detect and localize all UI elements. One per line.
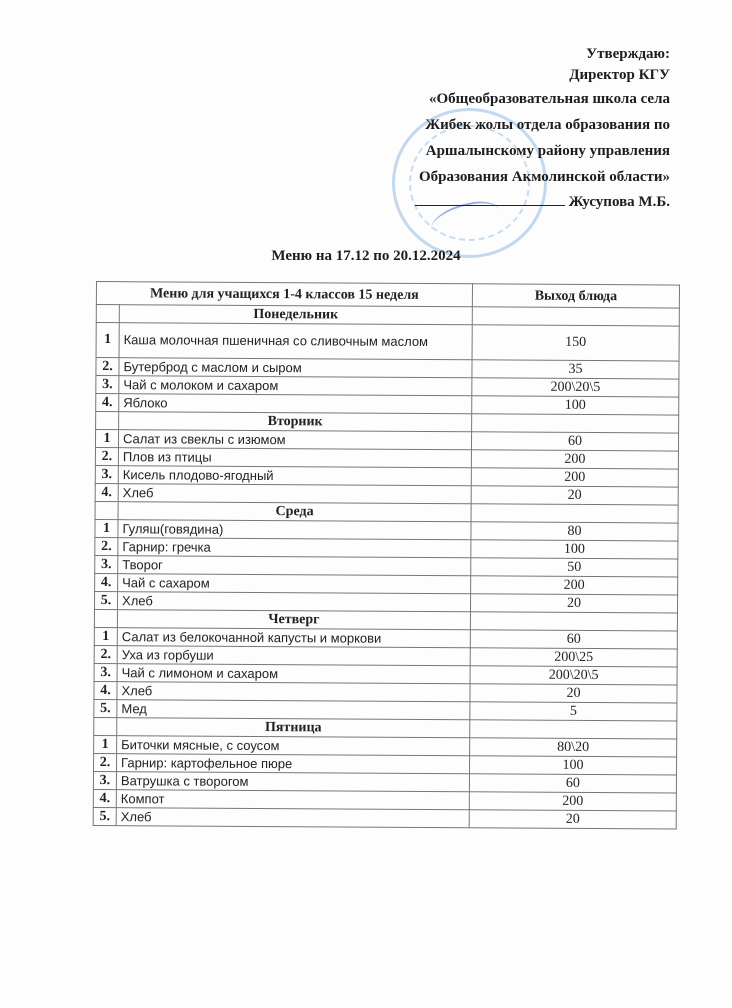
dish-yield: 100 bbox=[471, 540, 678, 559]
dish-name: Творог bbox=[118, 556, 471, 576]
item-number: 4. bbox=[96, 394, 119, 412]
day-name: Четверг bbox=[117, 610, 470, 630]
dish-name: Кисель плодово-ягодный bbox=[118, 466, 471, 486]
dish-name: Бутерброд с маслом и сыром bbox=[119, 358, 472, 378]
item-number: 2. bbox=[95, 447, 118, 465]
day-num-cell bbox=[96, 412, 119, 430]
menu-column-header: Меню для учащихся 1-4 классов 15 неделя bbox=[96, 282, 472, 307]
dish-name: Хлеб bbox=[116, 808, 469, 828]
signatory-name: Жусупова М.Б. bbox=[568, 194, 670, 210]
dish-yield: 20 bbox=[470, 594, 677, 613]
dish-yield: 200\25 bbox=[470, 648, 677, 667]
item-number: 3. bbox=[96, 376, 119, 394]
dish-yield: 5 bbox=[470, 702, 677, 721]
item-number: 4. bbox=[95, 483, 118, 501]
approval-line: Утверждаю: bbox=[586, 46, 670, 62]
dish-name: Гарнир: картофельное пюре bbox=[117, 754, 470, 774]
dish-yield: 200 bbox=[469, 792, 676, 811]
dish-yield: 100 bbox=[472, 396, 679, 415]
dish-yield: 20 bbox=[469, 810, 676, 829]
day-num-cell bbox=[94, 609, 117, 627]
day-yield-cell bbox=[470, 720, 677, 739]
dish-yield: 200 bbox=[471, 450, 678, 469]
dish-yield: 20 bbox=[471, 486, 678, 505]
dish-yield: 60 bbox=[469, 774, 676, 793]
dish-yield: 60 bbox=[470, 630, 677, 649]
dish-yield: 100 bbox=[469, 756, 676, 775]
dish-name: Мед bbox=[117, 700, 470, 720]
item-number: 1 bbox=[96, 323, 119, 358]
item-number: 5. bbox=[94, 699, 117, 717]
item-number: 1 bbox=[95, 430, 118, 448]
day-name: Понедельник bbox=[119, 305, 472, 325]
dish-name: Чай с лимоном и сахаром bbox=[117, 664, 470, 684]
day-name: Вторник bbox=[119, 412, 472, 432]
approval-line: Образования Акмолинской области» bbox=[418, 169, 670, 185]
item-number: 2. bbox=[94, 753, 117, 771]
dish-yield: 80\20 bbox=[470, 738, 677, 757]
dish-name: Биточки мясные, с соусом bbox=[117, 736, 470, 756]
approval-line: Жибек жолы отдела образования по bbox=[425, 117, 670, 133]
approval-block bbox=[415, 44, 670, 214]
day-yield-cell bbox=[472, 307, 679, 326]
dish-name: Чай с молоком и сахаром bbox=[119, 376, 472, 396]
item-number: 4. bbox=[95, 573, 118, 591]
dish-name: Салат из белокочанной капусты и моркови bbox=[117, 628, 470, 648]
item-number: 2. bbox=[95, 537, 118, 555]
signature-underline bbox=[415, 191, 565, 206]
item-number: 5. bbox=[94, 591, 117, 609]
item-number: 3. bbox=[93, 771, 116, 789]
table-row bbox=[96, 323, 679, 362]
dish-yield: 200\20\5 bbox=[472, 378, 679, 397]
dish-name: Хлеб bbox=[118, 484, 471, 504]
approval-line: Аршалынскому району управления bbox=[425, 143, 670, 159]
table-row bbox=[93, 807, 676, 829]
item-number: 2. bbox=[96, 358, 119, 376]
item-number: 4. bbox=[93, 789, 116, 807]
dish-name: Чай с сахаром bbox=[118, 574, 471, 594]
item-number: 1 bbox=[94, 735, 117, 753]
dish-name: Хлеб bbox=[117, 592, 470, 612]
dish-name: Каша молочная пшеничная со сливочным маслом bbox=[119, 323, 472, 360]
dish-name: Гуляш(говядина) bbox=[118, 520, 471, 540]
dish-yield: 60 bbox=[471, 432, 678, 451]
approval-line: «Общеобразовательная школа села bbox=[429, 91, 670, 107]
menu-table bbox=[93, 281, 680, 830]
dish-yield: 20 bbox=[470, 684, 677, 703]
day-yield-cell bbox=[470, 612, 677, 631]
dish-yield: 150 bbox=[472, 325, 679, 361]
item-number: 3. bbox=[95, 465, 118, 483]
dish-name: Ватрушка с творогом bbox=[116, 772, 469, 792]
item-number: 3. bbox=[95, 555, 118, 573]
day-yield-cell bbox=[472, 414, 679, 433]
day-yield-cell bbox=[471, 504, 678, 523]
item-number: 2. bbox=[94, 645, 117, 663]
dish-name: Хлеб bbox=[117, 682, 470, 702]
day-num-cell bbox=[95, 501, 118, 519]
dish-yield: 200 bbox=[471, 576, 678, 595]
approval-line: Директор КГУ bbox=[569, 67, 670, 83]
dish-yield: 80 bbox=[471, 522, 678, 541]
dish-name: Яблоко bbox=[119, 394, 472, 414]
item-number: 1 bbox=[95, 519, 118, 537]
signature-line bbox=[415, 190, 670, 214]
item-number: 1 bbox=[94, 627, 117, 645]
yield-column-header: Выход блюда bbox=[472, 284, 679, 308]
dish-yield: 50 bbox=[471, 558, 678, 577]
dish-yield: 35 bbox=[472, 360, 679, 379]
item-number: 5. bbox=[93, 807, 116, 825]
day-name: Пятница bbox=[117, 718, 470, 738]
day-num-cell bbox=[94, 717, 117, 735]
item-number: 3. bbox=[94, 663, 117, 681]
dish-name: Гарнир: гречка bbox=[118, 538, 471, 558]
dish-name: Плов из птицы bbox=[118, 448, 471, 468]
day-name: Среда bbox=[118, 502, 471, 522]
day-num-cell bbox=[96, 305, 119, 323]
dish-name: Компот bbox=[116, 790, 469, 810]
dish-name: Уха из горбуши bbox=[117, 646, 470, 666]
item-number: 4. bbox=[94, 681, 117, 699]
dish-yield: 200\20\5 bbox=[470, 666, 677, 685]
menu-title: Меню на 17.12 по 20.12.2024 bbox=[271, 248, 461, 264]
dish-name: Салат из свеклы с изюмом bbox=[118, 430, 471, 450]
dish-yield: 200 bbox=[471, 468, 678, 487]
